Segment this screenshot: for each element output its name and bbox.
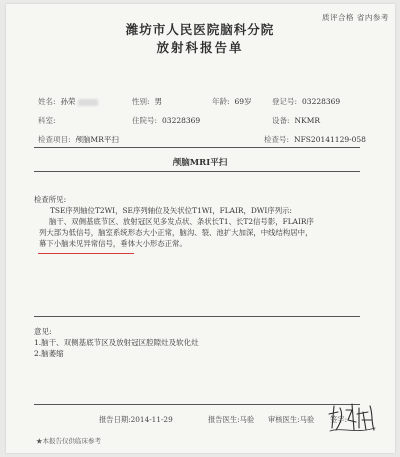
review-doctor: 审核医生:马验 bbox=[268, 415, 315, 424]
dept-label: 科室: bbox=[38, 116, 56, 125]
sex-value: 男 bbox=[154, 97, 163, 106]
rule-title-bottom bbox=[34, 171, 360, 172]
quality-note: 质评合格 省内参考 bbox=[322, 13, 389, 22]
handwritten-signature bbox=[326, 400, 378, 434]
name-value: 孙荣 bbox=[60, 97, 76, 106]
findings-line: 脑干、双侧基底节区、放射冠区见多发点状、条状长T1、长T2信号影，FLAIR序 bbox=[49, 217, 314, 226]
reg-field bbox=[272, 96, 340, 107]
opinion-item: 1.脑干、双侧基底节区及放射冠区腔隙灶及软化灶 bbox=[34, 338, 199, 347]
check-no-value: NFS20141129-058 bbox=[294, 135, 366, 144]
dept-field bbox=[38, 115, 61, 126]
sex-label: 性别: bbox=[132, 97, 150, 106]
exam-field bbox=[38, 134, 119, 145]
age-value: 69岁 bbox=[234, 97, 252, 106]
reg-label: 登记号: bbox=[272, 97, 298, 106]
inpatient-field bbox=[132, 115, 200, 126]
age-field bbox=[212, 96, 252, 107]
rule-findings-bottom bbox=[34, 316, 360, 317]
report-date: 报告日期:2014-11-29 bbox=[99, 415, 173, 424]
rule-top bbox=[34, 147, 360, 148]
findings-line: 幕下小脑未见异常信号，垂体大小形态正常。 bbox=[39, 239, 187, 248]
sex-field bbox=[132, 96, 162, 107]
hospital-name: 潍坊市人民医院脑科分院 bbox=[125, 22, 275, 37]
device-label: 设备: bbox=[272, 116, 290, 125]
name-redaction bbox=[78, 99, 98, 106]
name-label: 姓名: bbox=[38, 97, 56, 106]
sign-label: 签字: bbox=[330, 415, 348, 424]
name-field bbox=[38, 96, 98, 107]
exam-value: 颅脑MR平扫 bbox=[75, 135, 119, 144]
inpatient-label: 住院号: bbox=[132, 116, 158, 125]
exam-label: 检查项目: bbox=[38, 135, 71, 144]
red-underline bbox=[38, 253, 134, 254]
device-value: NKMR bbox=[294, 116, 321, 125]
device-field bbox=[272, 115, 320, 126]
reg-value: 03228369 bbox=[302, 97, 341, 106]
check-no-field bbox=[264, 134, 366, 145]
findings-line: 列大部为低信号，脑室系统形态大小正常，脑沟、裂、池扩大加深，中线结构居中， bbox=[39, 228, 313, 237]
section-title: 颅脑MRI平扫 bbox=[172, 158, 228, 168]
inpatient-value: 03228369 bbox=[162, 116, 201, 125]
findings-line: TSE序列轴位T2WI，SE序列轴位及矢状位T1WI，FLAIR，DWI序列示: bbox=[50, 206, 292, 215]
findings-label: 检查所见: bbox=[34, 195, 67, 204]
report-doctor: 报告医生:马验 bbox=[208, 415, 255, 424]
opinion-item: 2.脑萎缩 bbox=[34, 349, 64, 358]
age-label: 年龄: bbox=[212, 97, 230, 106]
report-title: 放射科报告单 bbox=[156, 40, 244, 55]
rule-opinion-bottom bbox=[34, 404, 360, 405]
check-no-label: 检查号: bbox=[264, 135, 290, 144]
opinion-label: 意见: bbox=[34, 327, 52, 336]
footnote: ★本报告仅供临床参考 bbox=[36, 437, 101, 445]
